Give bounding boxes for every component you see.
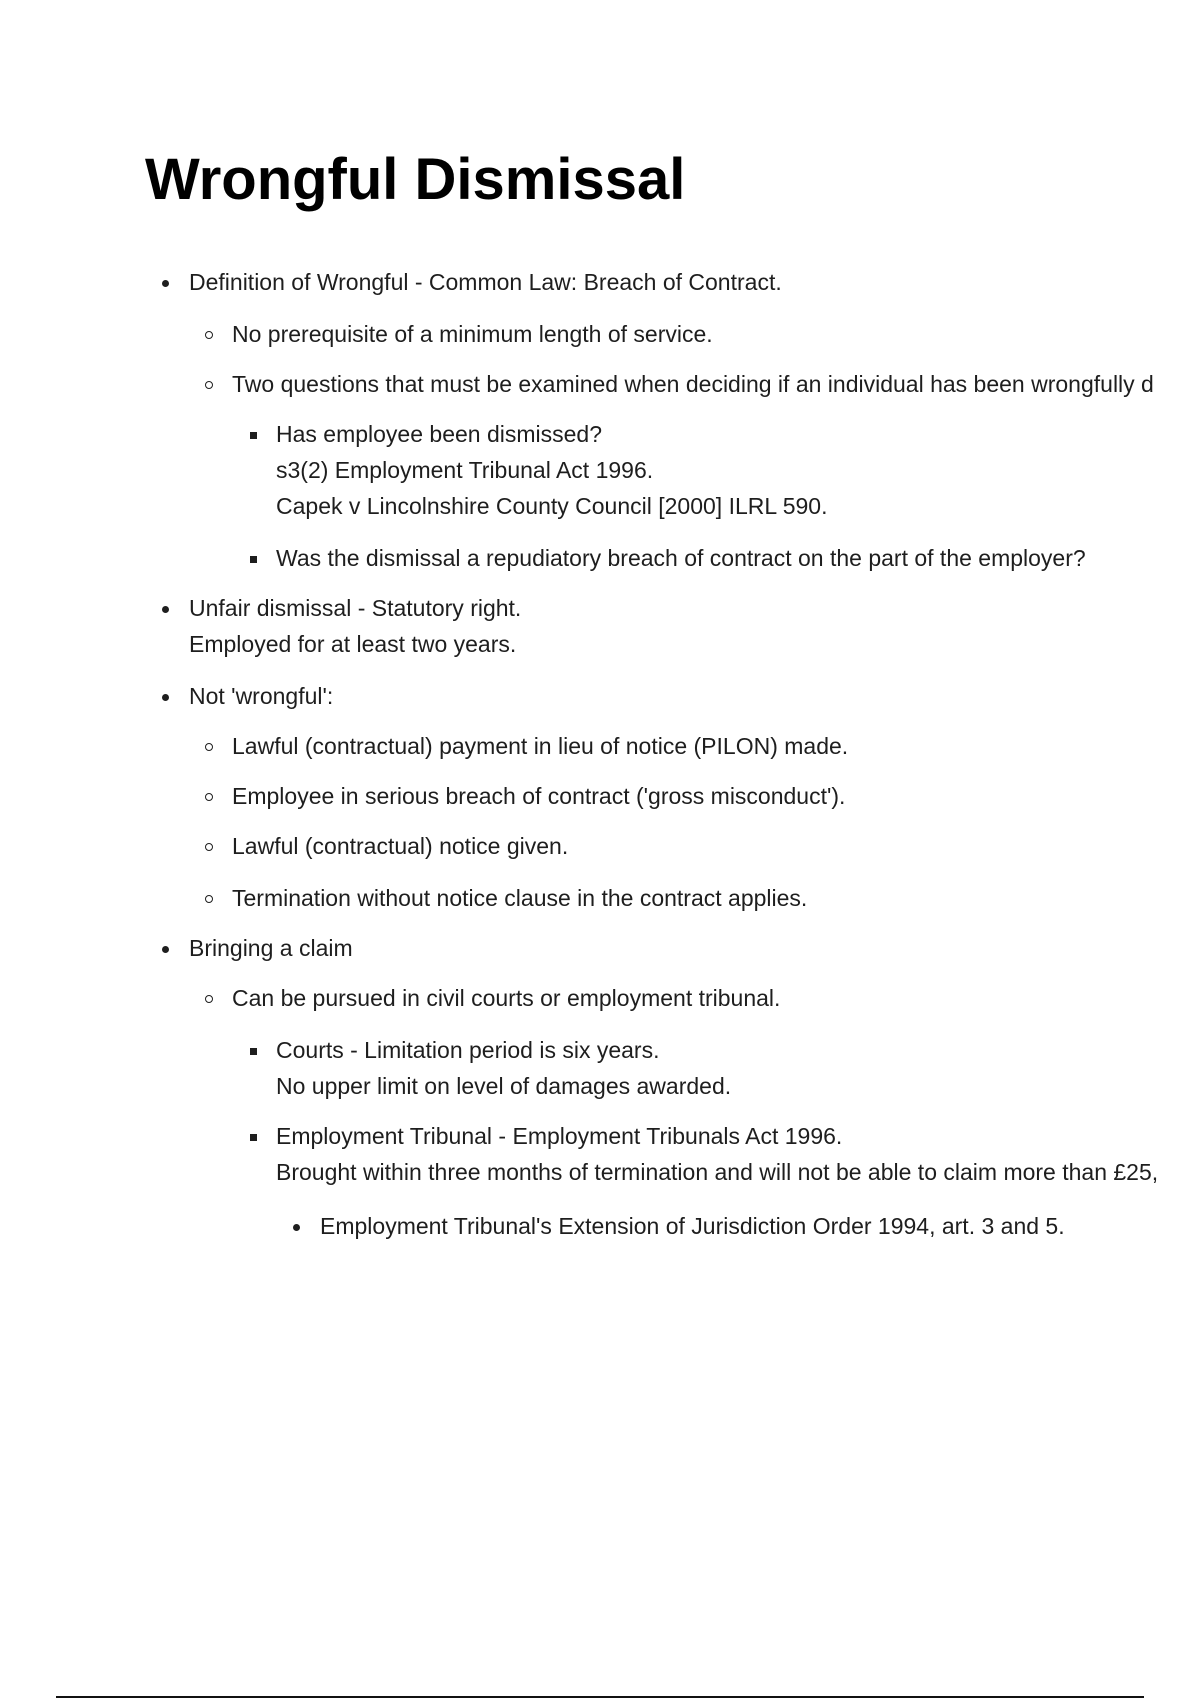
disc-bullet-icon [162,280,169,287]
list-item-text: Unfair dismissal - Statutory right. [189,595,522,621]
circle-bullet-icon [205,995,213,1003]
disc-bullet-icon [162,606,169,613]
list-item-text: Employment Tribunal's Extension of Jurisdiction Order 1994, art. 3 and 5. [320,1213,1065,1239]
list-item [232,728,848,764]
list-item [276,540,1086,576]
list-item-text: Two questions that must be examined when deciding if an individual has been wrongfully d [232,371,1154,397]
disc-bullet-icon [162,946,169,953]
list-item [232,828,568,864]
circle-bullet-icon [205,843,213,851]
list-item [232,366,1154,402]
list-item-text: No prerequisite of a minimum length of service. [232,321,713,347]
list-item [276,416,827,524]
list-item [232,316,713,352]
footer-divider [56,1696,1144,1698]
list-item [189,590,521,662]
list-item-text: Employment Tribunal - Employment Tribunals Act 1996. [276,1123,843,1149]
list-item-text: Brought within three months of termination and will not be able to claim more than £25, [276,1159,1159,1185]
list-item [189,930,353,966]
list-item-text: Employed for at least two years. [189,631,517,657]
list-item [276,1118,1158,1190]
list-item [189,264,782,300]
list-item-text: Courts - Limitation period is six years. [276,1037,660,1063]
list-item-text: Can be pursued in civil courts or employment tribunal. [232,985,781,1011]
list-item [276,1032,731,1104]
list-item-text: No upper limit on level of damages awarded. [276,1073,732,1099]
list-item [320,1208,1065,1244]
list-item-text: Not 'wrongful': [189,683,334,709]
list-item-text: Definition of Wrongful - Common Law: Breach of Contract. [189,269,782,295]
list-item-text: Was the dismissal a repudiatory breach of contract on the part of the employer? [276,545,1086,571]
disc-bullet-icon [293,1224,300,1231]
circle-bullet-icon [205,743,213,751]
square-bullet-icon [250,1134,257,1141]
list-item-text: Employee in serious breach of contract ('gross misconduct'). [232,783,846,809]
list-item-text: Bringing a claim [189,935,353,961]
circle-bullet-icon [205,381,213,389]
list-item [189,678,333,714]
list-item-text: Has employee been dismissed? [276,421,603,447]
circle-bullet-icon [205,331,213,339]
list-item-text: Lawful (contractual) payment in lieu of notice (PILON) made. [232,733,849,759]
square-bullet-icon [250,556,257,563]
disc-bullet-icon [162,694,169,701]
list-item-text: s3(2) Employment Tribunal Act 1996. [276,457,654,483]
list-item-text: Capek v Lincolnshire County Council [2000] ILRL 590. [276,493,828,519]
list-item [232,980,780,1016]
list-item [232,778,845,814]
list-item-text: Lawful (contractual) notice given. [232,833,569,859]
page-title: Wrongful Dismissal [145,147,686,212]
circle-bullet-icon [205,793,213,801]
list-item-text: Termination without notice clause in the contract applies. [232,885,808,911]
circle-bullet-icon [205,895,213,903]
square-bullet-icon [250,1048,257,1055]
square-bullet-icon [250,432,257,439]
list-item [232,880,807,916]
